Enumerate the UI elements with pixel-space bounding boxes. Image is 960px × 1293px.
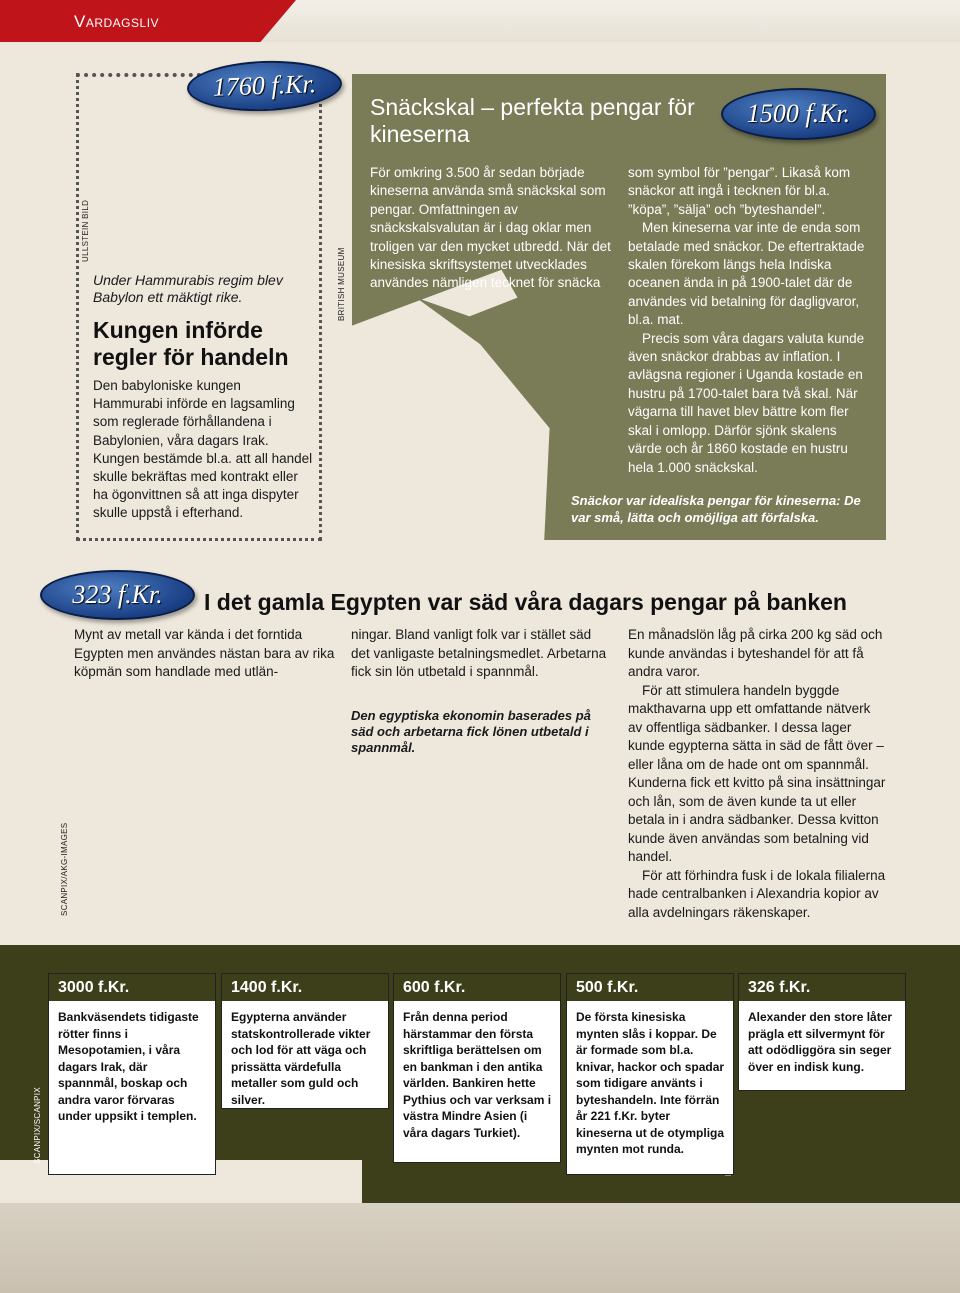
- timeline-text: Egypterna använder statskontrollerade vikter och lod för att väga och prissätta värdefulla metaller som guld och silver.: [231, 1010, 371, 1107]
- egypt-title: I det gamla Egypten var säd våra dagars pengar på banken: [204, 589, 847, 615]
- timeline-card: [393, 973, 561, 1163]
- timeline-text: De första kinesiska mynten slås i koppar. De är formade som bl.a. knivar, hackor och spadar som tidigare använts i byteshandeln. Inte förrän år 221 f.Kr. byter kineserna ut de otympliga mynten mot runda.: [576, 1010, 725, 1156]
- shell-caption: Snäckor var idealiska pengar för kineserna: De var små, lätta och omöjliga att förfalska.: [571, 493, 861, 525]
- timeline-text: Från denna period härstammar den första skriftliga berättelsen om en bankman i den antika världen. Bankiren hette Pythius och var verksam i västra Mindre Asien (i våra dagars Turkiet).: [403, 1010, 552, 1140]
- timeline-card: [738, 973, 906, 1091]
- shell-title: Snäckskal – perfekta pengar för kineserna: [370, 94, 695, 147]
- egypt-column-3: [628, 626, 886, 922]
- shell-paragraph: Precis som våra dagars valuta kunde även snäckor drabbas av inflation. I avlägsna regioner i Uganda kostade en hustru på 1700-talet bara två skal. När vägarna till havet blev bättre kom fler skal i omlopp. Därför sjönk skalens värde och år 1860 kostade en hustru hela 1.000 snäckskal.: [628, 330, 865, 475]
- timeline-text: Alexander den store låter prägla ett silvermynt för att odödliggöra sin seger över en indisk kung.: [748, 1010, 893, 1074]
- egypt-column-2: ningar. Bland vanligt folk var i stället säd det vanligaste betalningsmedlet. Arbetarna fick sin lön utbetald i spannmål.: [351, 627, 607, 679]
- egypt-column-1: Mynt av metall var kända i det forntida Egypten men användes nästan bara av rika köpmän som handlade med utlän-: [74, 627, 335, 679]
- hammurabi-title: Kungen införde regler för handeln: [93, 317, 289, 370]
- photo-credit-scanpix: SCANPIX/AKG-IMAGES: [60, 822, 69, 916]
- hammurabi-body: Den babyloniske kungen Hammurabi införde en lagsamling som reglerade förhållandena i Babylonien, våra dagars Irak. Kungen bestämde bl.a. att all handel skulle bekräftas med kontrakt eller ha ögonvittnen så att inga dispyter skulle uppstå i efterhand.: [93, 378, 313, 521]
- date-badge-323: 323 f.Kr.: [40, 570, 195, 620]
- photo-credit-british-museum: BRITISH MUSEUM: [337, 247, 346, 321]
- timeline-year: 1400 f.Kr.: [222, 974, 388, 1002]
- egypt-paragraph: För att förhindra fusk i de lokala filialerna hade centralbanken i Alexandria kopior av alla avdelningars räkenskaper.: [628, 867, 886, 920]
- shell-column-1: För omkring 3.500 år sedan började kineserna använda små snäckskal som pengar. Omfattningen av snäckskalsvalutan är i dag oklar men troligen var den mycket utbredd. När det kinesiska skriftsystemet utvecklades användes nämligen tecknet för snäcka: [370, 165, 611, 291]
- photo-credit-scanpix-2: SCANPIX/SCANPIX: [33, 1087, 42, 1164]
- timeline-year: 326 f.Kr.: [739, 974, 905, 1002]
- bottom-decor-strip: [0, 1203, 960, 1293]
- date-badge-1500: 1500 f.Kr.: [721, 88, 876, 140]
- shell-column-2: [628, 164, 870, 477]
- shell-paragraph: som symbol för ”pengar”. Likaså kom snäckor att ingå i tecknen för bl.a. ”köpa”, ”sälja” och ”byteshandel”.: [628, 165, 851, 217]
- timeline-year: 600 f.Kr.: [394, 974, 560, 1002]
- egypt-paragraph: För att stimulera handeln byggde makthavarna upp ett omfattande nätverk av offentliga sädbanker. I dessa lager kunde egypterna sätta in säd de fått över – eller låna om de hade ont om spannmål. Kunderna fick ett kvitto på sina insättningar och lån, som de även kunde ta ut eller betala in i andra sädbanker. Dessa kvitton kunde även användas som betalning vid handel.: [628, 682, 886, 864]
- egypt-paragraph: En månadslön låg på cirka 200 kg säd och kunde användas i byteshandel för att få andra varor.: [628, 627, 883, 679]
- timeline-card: [48, 973, 216, 1175]
- timeline-text: Bankväsendets tidigaste rötter finns i Mesopotamien, i våra dagars Irak, där spannmål, boskap och andra varor förvaras under uppsikt i templen.: [58, 1010, 199, 1123]
- egypt-caption: Den egyptiska ekonomin baserades på säd och arbetarna fick lönen utbetald i spannmål.: [351, 708, 591, 755]
- hammurabi-caption: Under Hammurabis regim blev Babylon ett mäktigt rike.: [93, 272, 283, 305]
- timeline-year: 3000 f.Kr.: [49, 974, 215, 1002]
- date-badge-1760: 1760 f.Kr.: [186, 58, 343, 113]
- timeline-year: 500 f.Kr.: [567, 974, 733, 1002]
- shell-paragraph: Men kineserna var inte de enda som betalade med snäckor. De eftertraktade skalen förekom längs hela Indiska oceanen ända in på 1900-talet där de användes vid betalning för dagligvaror, bl.a. mat.: [628, 220, 865, 328]
- section-label: Vardagsliv: [74, 12, 160, 31]
- timeline-card: [221, 973, 389, 1109]
- photo-credit-ullstein: ULLSTEIN BILD: [81, 199, 90, 262]
- timeline-card: [566, 973, 734, 1175]
